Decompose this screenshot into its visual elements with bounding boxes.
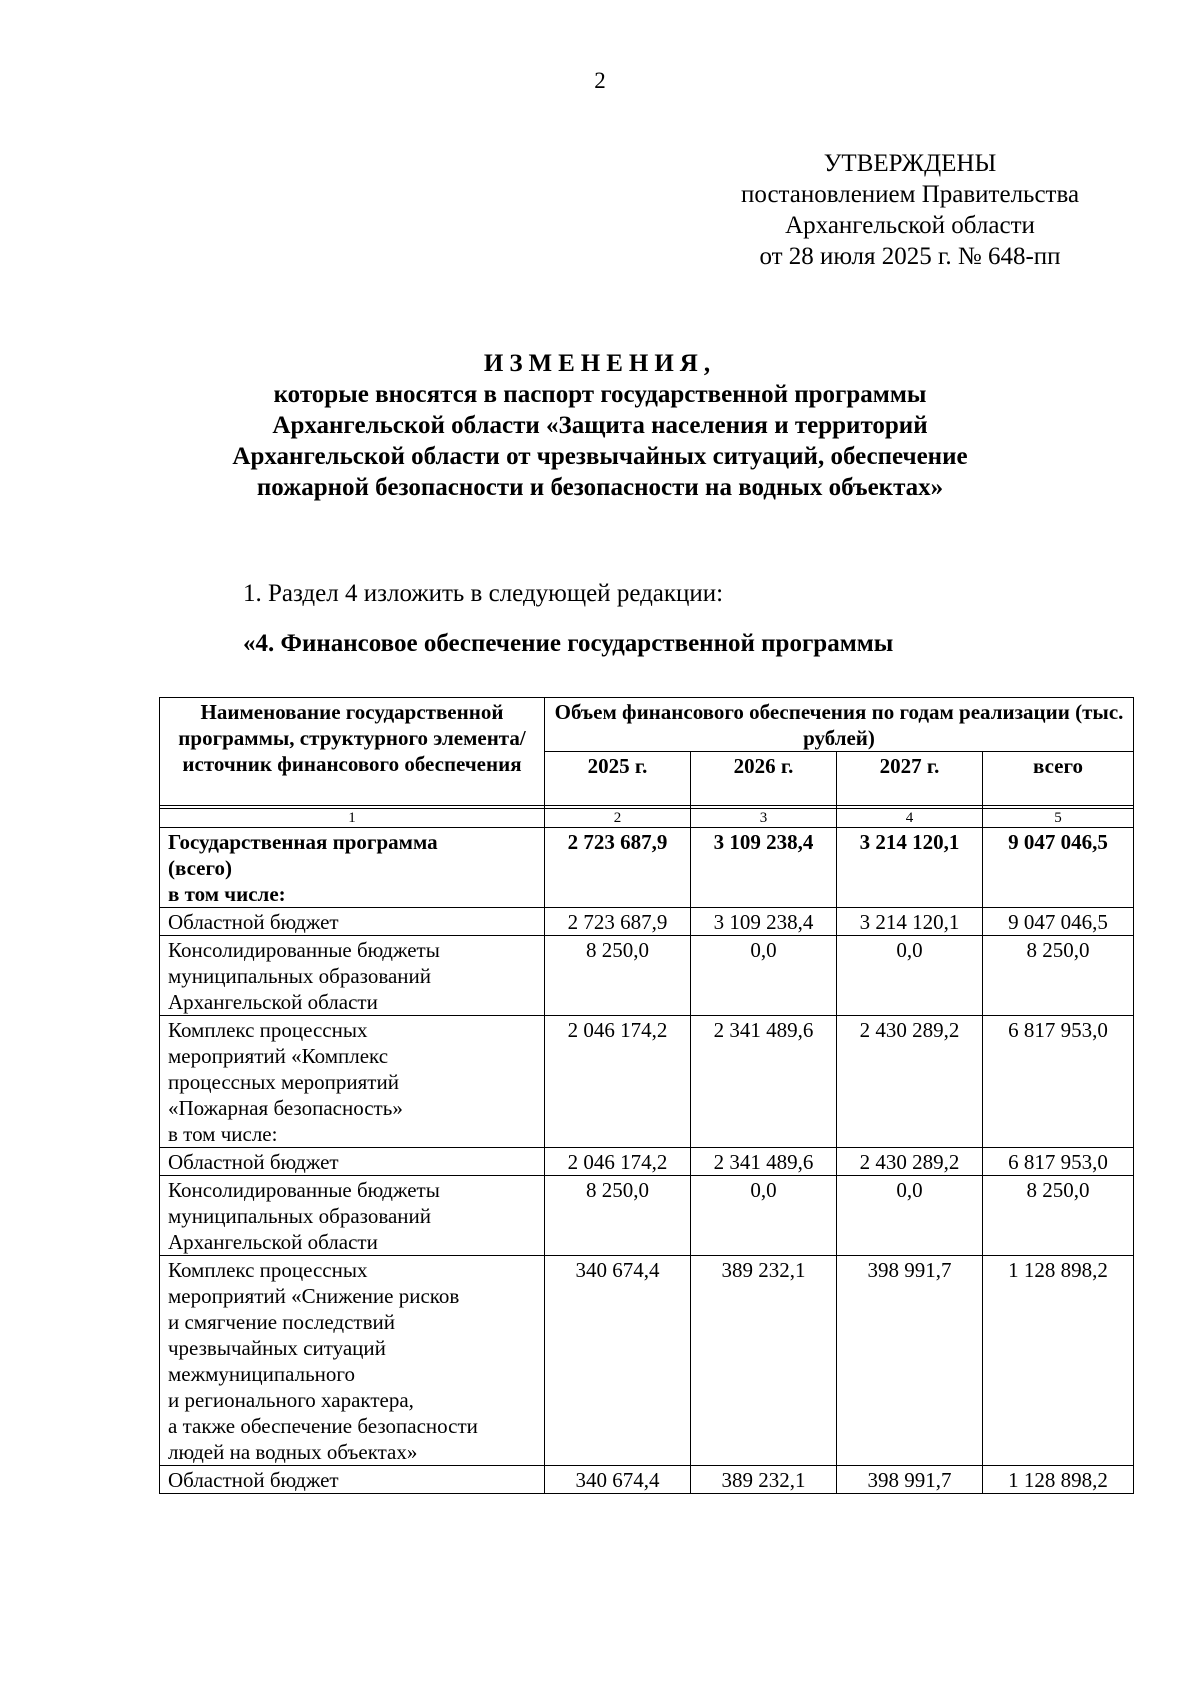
table-row	[160, 828, 1134, 908]
section-heading: «4. Финансовое обеспечение государственной программы	[243, 630, 894, 657]
value-cell-total: 1 128 898,2	[983, 1256, 1134, 1466]
index-cell: 1	[160, 809, 545, 828]
header-volume-cell: Объем финансового обеспечения по годам реализации (тыс. рублей)	[545, 698, 1134, 752]
row-name-cell: Комплекс процессных мероприятий «Комплекс процессных мероприятий «Пожарная безопасность» в том числе:	[160, 1016, 545, 1148]
table-row	[160, 1148, 1134, 1176]
value-cell-v2027: 0,0	[837, 936, 983, 1016]
index-cell: 5	[983, 809, 1134, 828]
row-name-cell: Областной бюджет	[160, 1148, 545, 1176]
table-row	[160, 936, 1134, 1016]
title-line-4: пожарной безопасности и безопасности на водных объектах»	[256, 474, 944, 501]
value-cell-v2025: 2 723 687,9	[545, 908, 691, 936]
index-cell: 3	[691, 809, 837, 828]
header-name-cell: Наименование государственной программы, структурного элемента/источник финансового обеспечения	[160, 698, 545, 806]
value-cell-v2026: 3 109 238,4	[691, 908, 837, 936]
value-cell-total: 8 250,0	[983, 936, 1134, 1016]
table-row	[160, 1256, 1134, 1466]
table-body	[160, 828, 1134, 1494]
value-cell-total: 6 817 953,0	[983, 1148, 1134, 1176]
value-cell-v2027: 398 991,7	[837, 1256, 983, 1466]
table-header	[160, 698, 1134, 828]
approval-line-2: постановлением Правительства	[740, 181, 1080, 208]
row-name-cell: Государственная программа (всего) в том числе:	[160, 828, 545, 908]
value-cell-v2027: 0,0	[837, 1176, 983, 1256]
row-name-cell: Комплекс процессных мероприятий «Снижение рисков и смягчение последствий чрезвычайных ситуаций межмуниципального и регионального характера, а также обеспечение безопасности людей на водных объектах»	[160, 1256, 545, 1466]
title-line-3: Архангельской области от чрезвычайных ситуаций, обеспечение	[232, 443, 968, 470]
amendment-paragraph: 1. Раздел 4 изложить в следующей редакции:	[243, 580, 724, 607]
value-cell-v2027: 398 991,7	[837, 1466, 983, 1494]
value-cell-v2027: 2 430 289,2	[837, 1148, 983, 1176]
value-cell-v2027: 3 214 120,1	[837, 828, 983, 908]
value-cell-v2026: 0,0	[691, 936, 837, 1016]
financing-table	[159, 697, 1134, 1494]
header-total: всего	[983, 752, 1134, 806]
table-row	[160, 908, 1134, 936]
value-cell-v2025: 340 674,4	[545, 1466, 691, 1494]
row-name-cell: Областной бюджет	[160, 1466, 545, 1494]
value-cell-v2025: 8 250,0	[545, 936, 691, 1016]
value-cell-v2026: 2 341 489,6	[691, 1016, 837, 1148]
approval-line-4: от 28 июля 2025 г. № 648-пп	[759, 243, 1061, 270]
value-cell-v2026: 0,0	[691, 1176, 837, 1256]
row-name-cell: Областной бюджет	[160, 908, 545, 936]
value-cell-v2026: 2 341 489,6	[691, 1148, 837, 1176]
approval-line-3: Архангельской области	[785, 212, 1035, 239]
value-cell-total: 9 047 046,5	[983, 908, 1134, 936]
title-main: ИЗМЕНЕНИЯ,	[483, 350, 717, 377]
value-cell-v2025: 2 046 174,2	[545, 1016, 691, 1148]
row-name-cell: Консолидированные бюджеты муниципальных образований Архангельской области	[160, 1176, 545, 1256]
value-cell-total: 8 250,0	[983, 1176, 1134, 1256]
header-2025: 2025 г.	[545, 752, 691, 806]
value-cell-v2026: 389 232,1	[691, 1256, 837, 1466]
header-2027: 2027 г.	[837, 752, 983, 806]
value-cell-v2025: 8 250,0	[545, 1176, 691, 1256]
value-cell-v2027: 2 430 289,2	[837, 1016, 983, 1148]
value-cell-v2025: 340 674,4	[545, 1256, 691, 1466]
header-2026: 2026 г.	[691, 752, 837, 806]
value-cell-v2026: 3 109 238,4	[691, 828, 837, 908]
value-cell-v2025: 2 046 174,2	[545, 1148, 691, 1176]
value-cell-total: 9 047 046,5	[983, 828, 1134, 908]
value-cell-v2027: 3 214 120,1	[837, 908, 983, 936]
table-row	[160, 1016, 1134, 1148]
title-line-2: Архангельской области «Защита населения и территорий	[272, 412, 928, 439]
table-row	[160, 1466, 1134, 1494]
table-row	[160, 1176, 1134, 1256]
value-cell-v2026: 389 232,1	[691, 1466, 837, 1494]
approval-line-1: УТВЕРЖДЕНЫ	[823, 150, 997, 177]
document-title	[0, 348, 1200, 503]
page-number: 2	[594, 68, 606, 93]
value-cell-total: 1 128 898,2	[983, 1466, 1134, 1494]
value-cell-v2025: 2 723 687,9	[545, 828, 691, 908]
value-cell-total: 6 817 953,0	[983, 1016, 1134, 1148]
title-line-1: которые вносятся в паспорт государственной программы	[273, 381, 927, 408]
index-cell: 4	[837, 809, 983, 828]
index-cell: 2	[545, 809, 691, 828]
row-name-cell: Консолидированные бюджеты муниципальных образований Архангельской области	[160, 936, 545, 1016]
approval-stamp	[700, 148, 1120, 272]
